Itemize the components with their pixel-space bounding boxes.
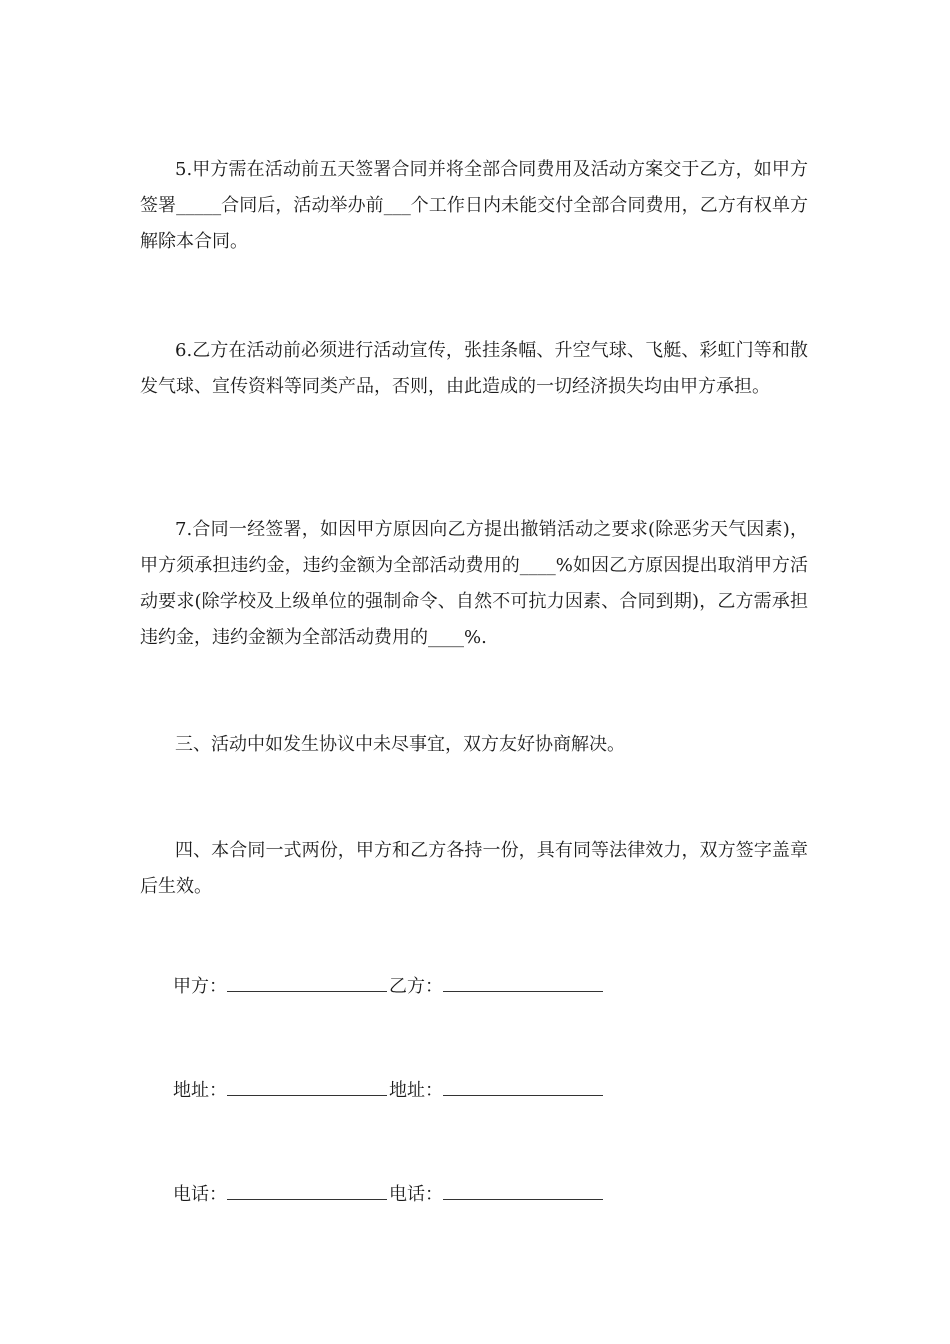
party-a-label: 甲方： bbox=[173, 976, 227, 997]
signature-row-party bbox=[173, 972, 793, 1002]
party-b-label: 乙方： bbox=[389, 976, 443, 997]
party-a-blank bbox=[227, 973, 387, 992]
section-3: 三、活动中如发生协议中未尽事宜，双方友好协商解决。 bbox=[175, 734, 625, 755]
phone-a-label: 电话： bbox=[173, 1184, 227, 1205]
address-b-label: 地址： bbox=[389, 1080, 443, 1101]
address-b-blank bbox=[443, 1077, 603, 1096]
party-b-blank bbox=[443, 973, 603, 992]
phone-b-blank bbox=[443, 1181, 603, 1200]
clause-7: 7.合同一经签署，如因甲方原因向乙方提出撤销活动之要求(除恶劣天气因素)，甲方须承担违约金，违约金额为全部活动费用的____%如因乙方原因提出取消甲方活动要求(除学校及上级单位的强制命令、自然不可抗力因素、合同到期)，乙方需承担违约金，违约金额为全部活动费用的____%. bbox=[140, 519, 808, 648]
phone-b-label: 电话： bbox=[389, 1184, 443, 1205]
section-4: 四、本合同一式两份，甲方和乙方各持一份，具有同等法律效力，双方签字盖章后生效。 bbox=[140, 840, 808, 897]
phone-a-blank bbox=[227, 1181, 387, 1200]
address-a-label: 地址： bbox=[173, 1080, 227, 1101]
signature-row-phone bbox=[173, 1180, 793, 1210]
signature-row-address bbox=[173, 1076, 793, 1106]
address-a-blank bbox=[227, 1077, 387, 1096]
clause-6: 6.乙方在活动前必须进行活动宣传，张挂条幅、升空气球、飞艇、彩虹门等和散发气球、宣传资料等同类产品，否则，由此造成的一切经济损失均由甲方承担。 bbox=[140, 340, 808, 397]
clause-5: 5.甲方需在活动前五天签署合同并将全部合同费用及活动方案交于乙方，如甲方签署_____合同后，活动举办前___个工作日内未能交付全部合同费用，乙方有权单方解除本合同。 bbox=[140, 159, 808, 252]
